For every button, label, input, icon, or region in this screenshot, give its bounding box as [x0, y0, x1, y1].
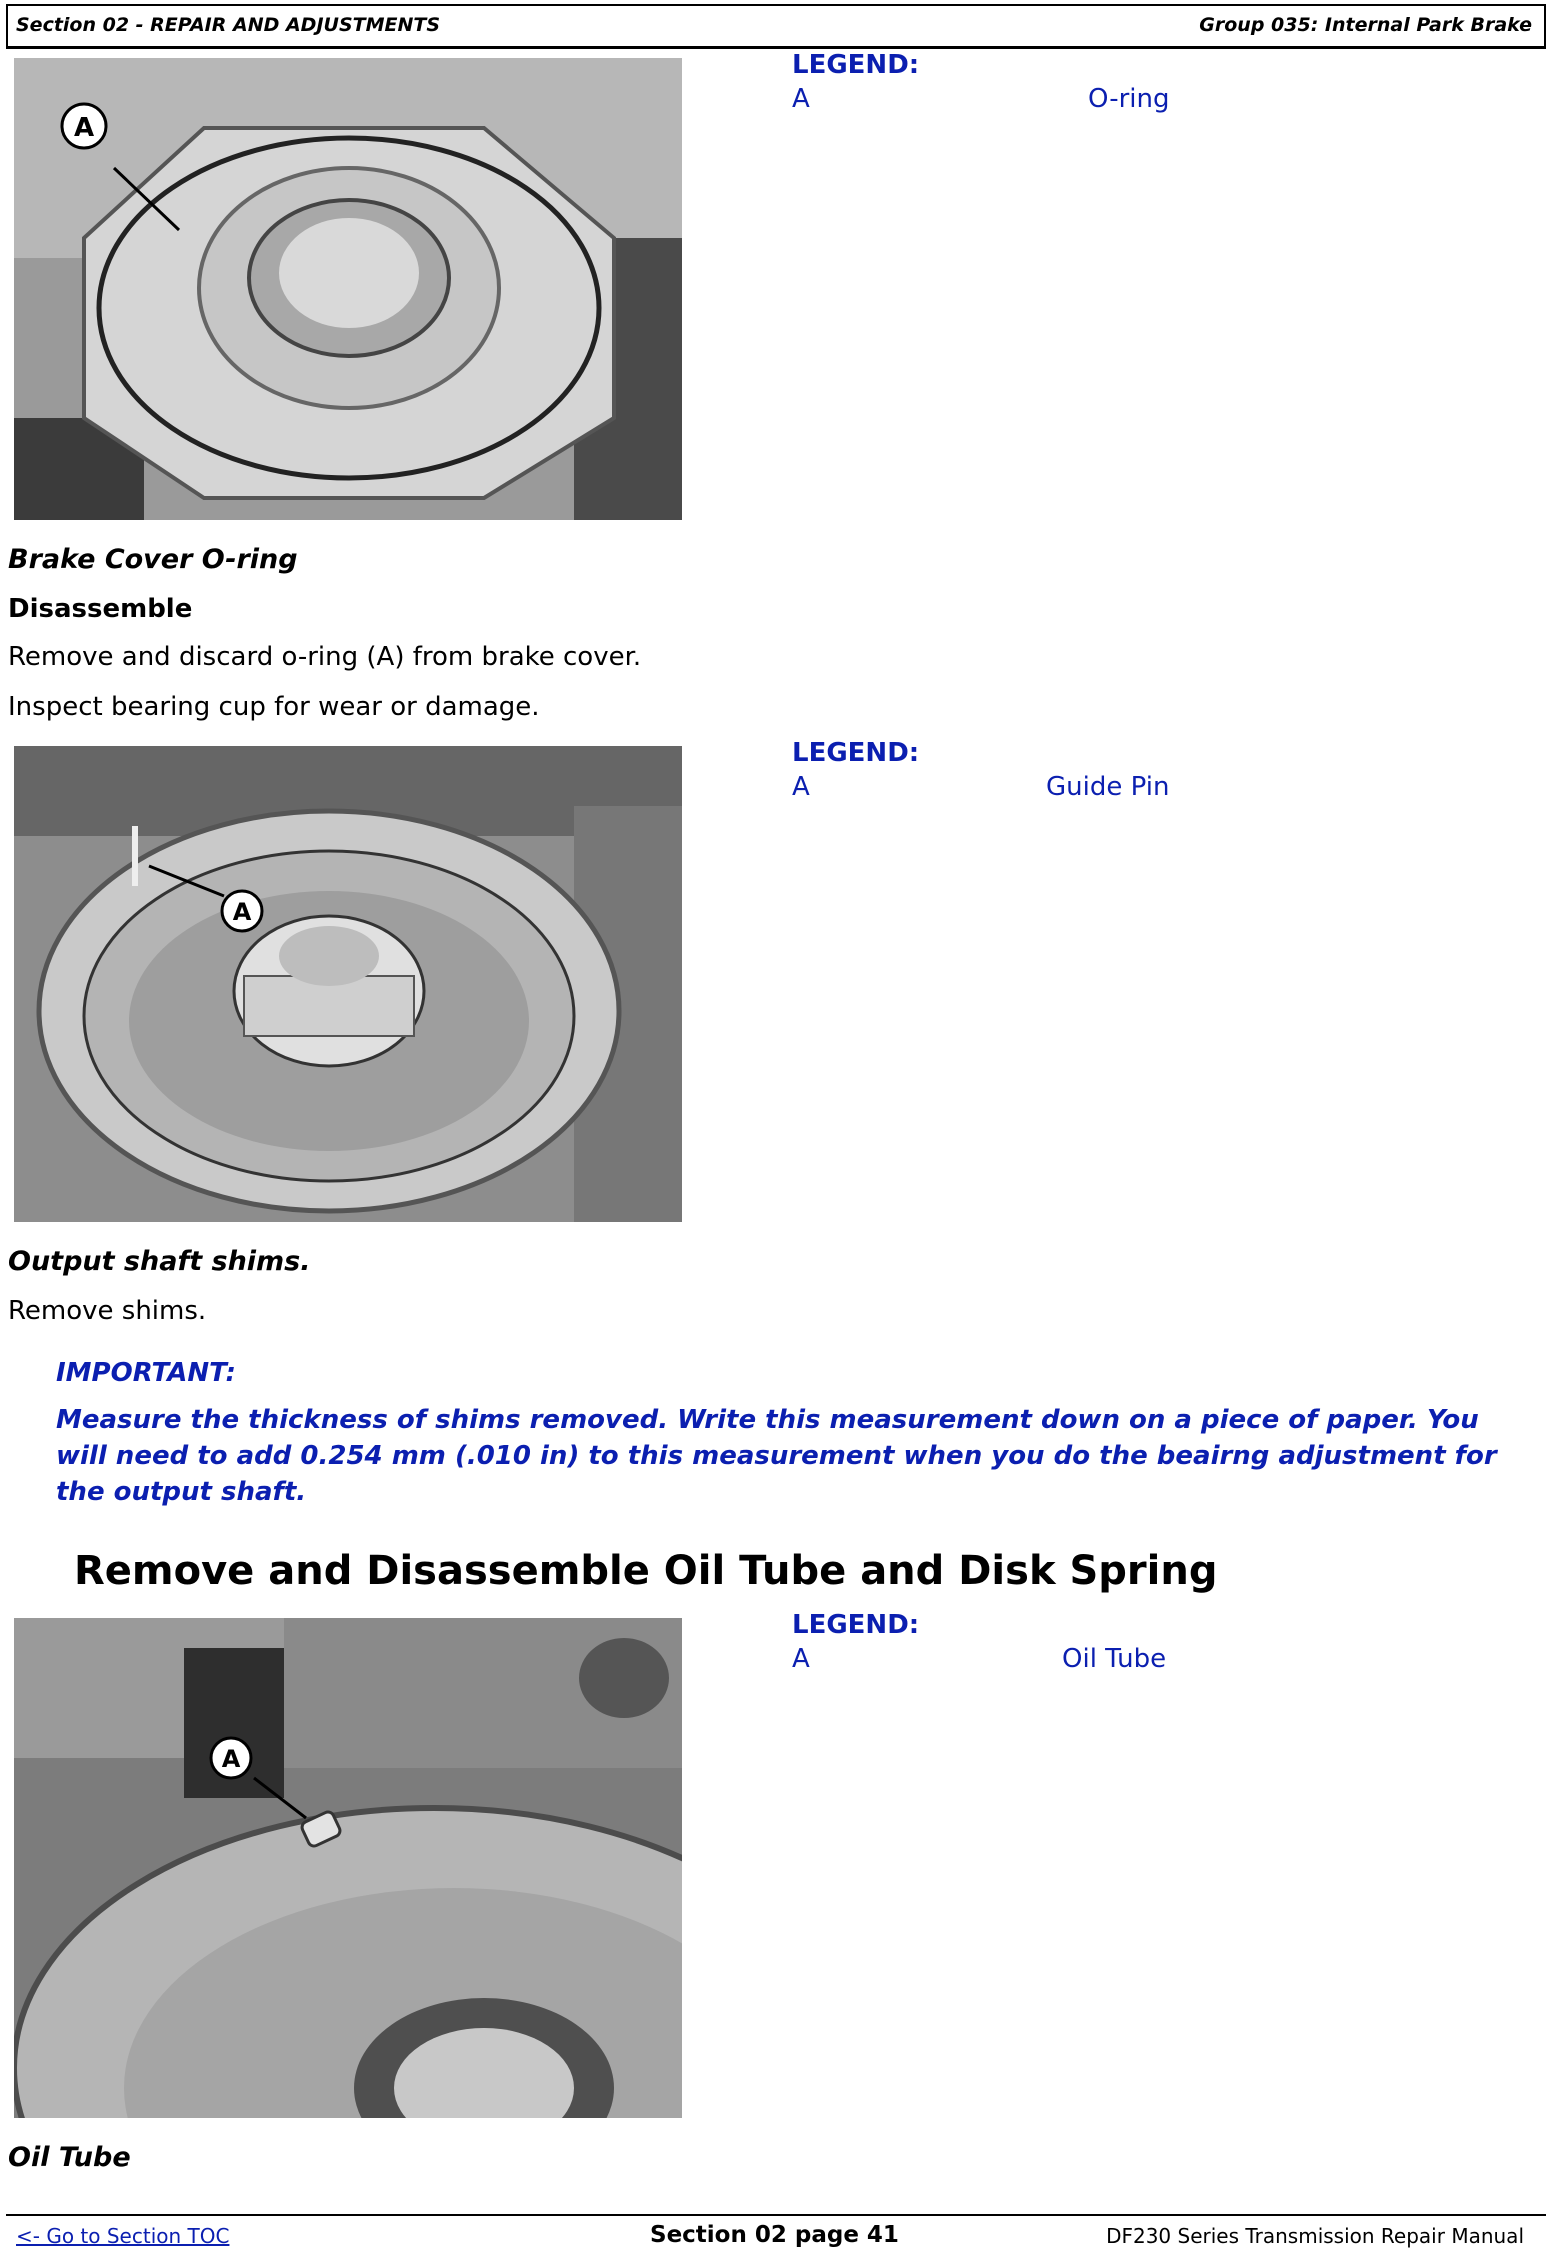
caption-brake-cover: Brake Cover O-ring	[8, 544, 298, 575]
oil-tube-photo	[14, 1618, 682, 2118]
legend-key-1: A	[792, 84, 810, 114]
paragraph-inspect-cup: Inspect bearing cup for wear or damage.	[8, 692, 540, 722]
section-toc-link[interactable]: <- Go to Section TOC	[16, 2224, 230, 2248]
header-top-rule	[6, 4, 1546, 6]
legend-title-2: LEGEND:	[792, 738, 920, 768]
legend-value-2: Guide Pin	[1046, 772, 1170, 802]
output-shaft-photo	[14, 746, 682, 1222]
legend-value-3: Oil Tube	[1062, 1644, 1167, 1674]
header-bottom-rule	[6, 46, 1546, 49]
callout-a-2: A	[232, 898, 252, 926]
important-title: IMPORTANT:	[56, 1358, 236, 1388]
callout-a-1: A	[73, 113, 95, 143]
header-right-rule	[1544, 4, 1546, 48]
legend-title-1: LEGEND:	[792, 50, 920, 80]
important-body: Measure the thickness of shims removed. Write this measurement down on a piece of paper. You will need to add 0.254 mm (.010 in) to this measurement when you do the beairng adjustment for the output shaft.	[56, 1405, 1497, 1507]
callout-a-3: A	[221, 1745, 241, 1773]
legend-key-2: A	[792, 772, 810, 802]
caption-output-shaft: Output shaft shims.	[8, 1246, 311, 1277]
legend-value-1: O-ring	[1088, 84, 1170, 114]
paragraph-remove-shims: Remove shims.	[8, 1296, 207, 1326]
subheading-disassemble: Disassemble	[8, 594, 193, 624]
footer-rule	[6, 2214, 1546, 2216]
footer-manual-title: DF230 Series Transmission Repair Manual	[1106, 2224, 1524, 2248]
header-section: Section 02 - REPAIR AND ADJUSTMENTS	[16, 14, 441, 36]
legend-title-3: LEGEND:	[792, 1610, 920, 1640]
header-group: Group 035: Internal Park Brake	[1199, 14, 1532, 36]
legend-key-3: A	[792, 1644, 810, 1674]
header-left-rule	[6, 4, 8, 48]
footer-page-number: Section 02 page 41	[650, 2222, 899, 2248]
caption-oil-tube: Oil Tube	[8, 2142, 131, 2173]
section-heading-oil-tube: Remove and Disassemble Oil Tube and Disk Spring	[74, 1548, 1218, 1594]
brake-cover-photo	[14, 58, 682, 520]
paragraph-remove-oring: Remove and discard o-ring (A) from brake cover.	[8, 642, 642, 672]
